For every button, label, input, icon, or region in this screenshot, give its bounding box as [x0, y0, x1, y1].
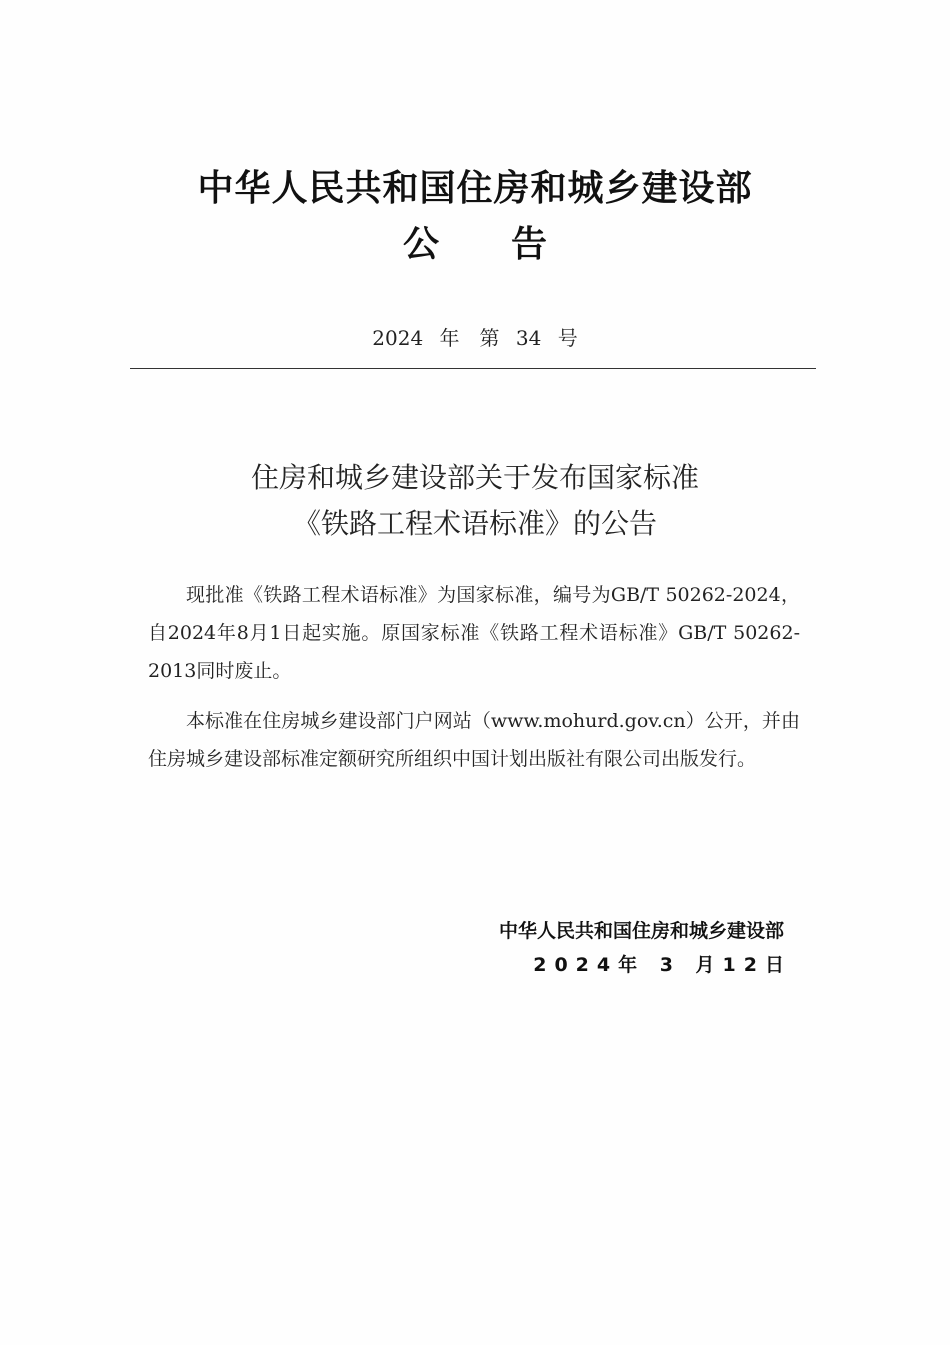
signature-date: 2024年 3 月12日: [533, 954, 792, 976]
subject-line-2: 《铁路工程术语标准》的公告: [292, 507, 657, 540]
body-paragraph-1: 现批准《铁路工程术语标准》为国家标准，编号为GB/T 50262-2024，自2024年8月1日起实施。原国家标准《铁路工程术语标准》GB/T 50262-2013同时废止。: [148, 584, 800, 682]
notice-title: 公 告: [402, 224, 547, 265]
notice-body: [148, 576, 800, 790]
subject-line-1: 住房和城乡建设部关于发布国家标准: [250, 461, 699, 494]
body-paragraph-2: 本标准在住房城乡建设部门户网站（www.mohurd.gov.cn）公开，并由住房城乡建设部标准定额研究所组织中国计划出版社有限公司出版发行。: [148, 710, 800, 770]
signature-issuer: 中华人民共和国住房和城乡建设部: [498, 920, 784, 942]
notice-subject: [0, 455, 950, 547]
signature-block: [498, 914, 792, 982]
header-divider: [130, 368, 816, 369]
notice-number: 2024 年 第 34 号: [372, 326, 578, 350]
ministry-title: 中华人民共和国住房和城乡建设部: [197, 168, 753, 209]
